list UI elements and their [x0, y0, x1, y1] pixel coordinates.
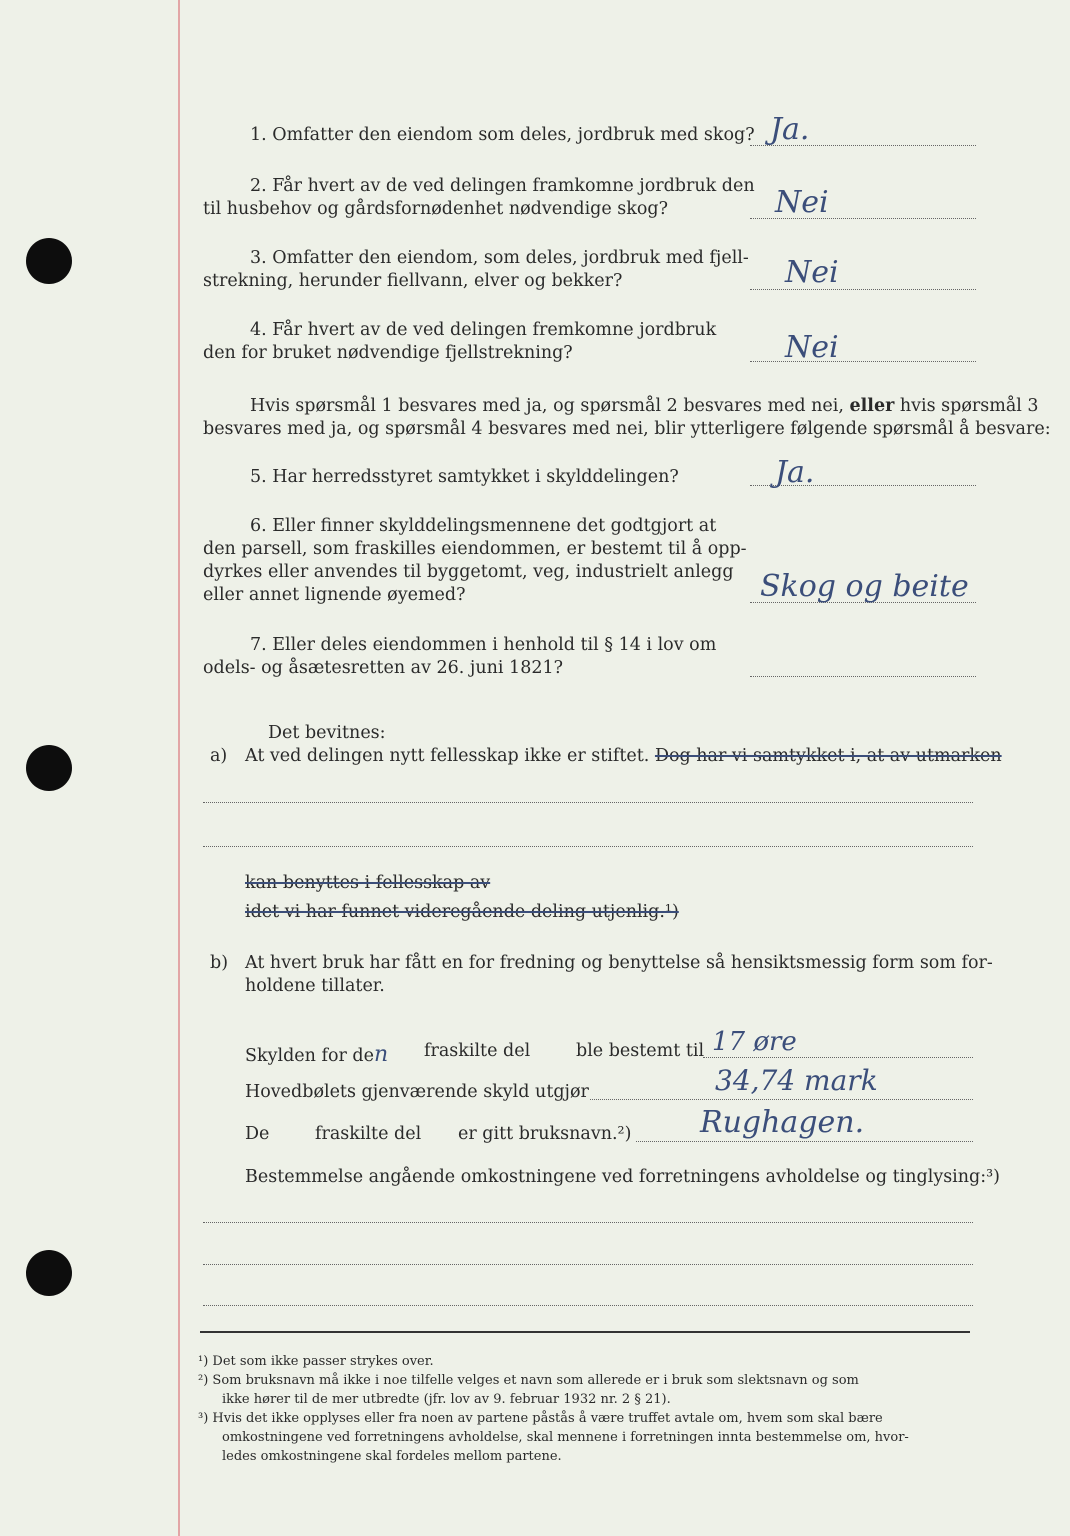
answer-line-bruksnavn [636, 1141, 973, 1142]
blank-line [203, 1305, 973, 1306]
attest-a-struck: Dog har vi samtykket i, at av utmarken [654, 746, 1002, 766]
question-4-line-1: 4. Får hvert av de ved delingen fremkomne jordbruk [250, 320, 717, 340]
answer-line-hovedbol [590, 1099, 973, 1100]
footnote-2-line-2: ikke hører til de mer utbredte (jfr. lov av 9. februar 1932 nr. 2 § 21). [222, 1392, 671, 1407]
footnote-3-line-2: omkostningene ved forretningens avholdelse, skal mennene i forretningen innta bestemmelse om, hvor- [222, 1430, 909, 1445]
condition-line-2: besvares med ja, og spørsmål 4 besvares med nei, blir ytterligere følgende spørsmål å besvare: [203, 419, 1051, 439]
punch-hole [26, 745, 72, 791]
answer-line-3 [750, 289, 976, 290]
question-6-line-3: dyrkes eller anvendes til byggetomt, veg, industrielt anlegg [203, 562, 734, 582]
condition-text-a: Hvis spørsmål 1 besvares med ja, og spørsmål 2 besvares med nei, [250, 396, 850, 416]
answer-line-7 [750, 676, 976, 677]
question-6-line-1: 6. Eller finner skylddelingsmennene det godtgjort at [250, 516, 717, 536]
blank-line [203, 1222, 973, 1223]
hovedbol-answer: 34,74 mark [715, 1064, 878, 1097]
skyld-line-3-a: De [245, 1124, 270, 1144]
answer-1: Ja. [770, 112, 810, 147]
question-4-line-2: den for bruket nødvendige fjellstrekning? [203, 343, 573, 363]
footnote-rule [200, 1331, 970, 1333]
skyld-line-3-b: fraskilte del [315, 1124, 422, 1144]
attest-a-label: a) [210, 746, 228, 766]
bruksnavn-answer: Rughagen. [700, 1105, 865, 1140]
footnote-2-line-1: ²) Som bruksnavn må ikke i noe tilfelle velges et navn som allerede er i bruk som slektsnavn og som [198, 1373, 859, 1388]
skyld-line-2: Hovedbølets gjenværende skyld utgjør [245, 1082, 589, 1102]
answer-4: Nei [785, 330, 839, 365]
attest-heading: Det bevitnes: [268, 723, 386, 743]
blank-line [203, 846, 973, 847]
margin-line [178, 0, 180, 1536]
condition-line-1 [250, 395, 1039, 418]
attest-b-line-2: holdene tillater. [245, 976, 385, 996]
footnote-3-line-3: ledes omkostningene skal fordeles mellom partene. [222, 1449, 562, 1464]
skyld-answer: 17 øre [712, 1027, 797, 1057]
attest-b-line-1: At hvert bruk har fått en for fredning og benyttelse så hensiktsmessig form som for- [245, 953, 993, 973]
answer-3: Nei [785, 255, 839, 290]
answer-2: Nei [775, 185, 829, 220]
question-2-line-2: til husbehov og gårdsfornødenhet nødvendige skog? [203, 199, 668, 219]
question-1: 1. Omfatter den eiendom som deles, jordbruk med skog? [250, 125, 755, 145]
condition-text-c: hvis spørsmål 3 [894, 396, 1039, 416]
footnote-1: ¹) Det som ikke passer strykes over. [198, 1354, 434, 1369]
skyld-line-1-a [245, 1040, 388, 1070]
attest-a-line [245, 745, 1002, 768]
question-2-line-1: 2. Får hvert av de ved delingen framkomne jordbruk den [250, 176, 755, 196]
skyld-line-1-b: fraskilte del [424, 1041, 531, 1061]
question-5: 5. Har herredsstyret samtykket i skylddelingen? [250, 467, 679, 487]
blank-line [203, 802, 973, 803]
skyld-line-1-c: ble bestemt til [576, 1041, 705, 1061]
question-7-line-2: odels- og åsætesretten av 26. juni 1821? [203, 658, 563, 678]
skyld-line-3-c: er gitt bruksnavn.²) [458, 1124, 632, 1144]
footnote-3-line-1: ³) Hvis det ikke opplyses eller fra noen av partene påstås å være truffet avtale om, hvem som skal bære [198, 1411, 883, 1426]
question-6-line-4: eller annet lignende øyemed? [203, 585, 466, 605]
attest-b-label: b) [210, 953, 229, 973]
answer-6: Skog og beite [760, 569, 969, 604]
skyld-handwritten-n: n [373, 1042, 389, 1067]
question-7-line-1: 7. Eller deles eiendommen i henhold til § 14 i lov om [250, 635, 717, 655]
question-3-line-1: 3. Omfatter den eiendom, som deles, jordbruk med fjell- [250, 248, 749, 268]
answer-5: Ja. [775, 455, 815, 490]
punch-hole [26, 1250, 72, 1296]
answer-line-skyld [703, 1057, 973, 1058]
attest-struck-line-3: idet vi har funnet videregående deling utjenlig.¹) [245, 902, 679, 922]
condition-eller: eller [849, 396, 895, 416]
question-3-line-2: strekning, herunder fiellvann, elver og bekker? [203, 271, 623, 291]
attest-struck-line-2: kan benyttes i fellesskap av [245, 873, 491, 893]
attest-a-text: At ved delingen nytt fellesskap ikke er stiftet. [245, 746, 650, 766]
question-6-line-2: den parsell, som fraskilles eiendommen, er bestemt til å opp- [203, 539, 747, 559]
blank-line [203, 1264, 973, 1265]
punch-hole [26, 238, 72, 284]
costs-label: Bestemmelse angående omkostningene ved forretningens avholdelse og tinglysing:³) [245, 1167, 1000, 1187]
skyld-label: Skylden for de [245, 1046, 374, 1066]
answer-line-4 [750, 361, 976, 362]
